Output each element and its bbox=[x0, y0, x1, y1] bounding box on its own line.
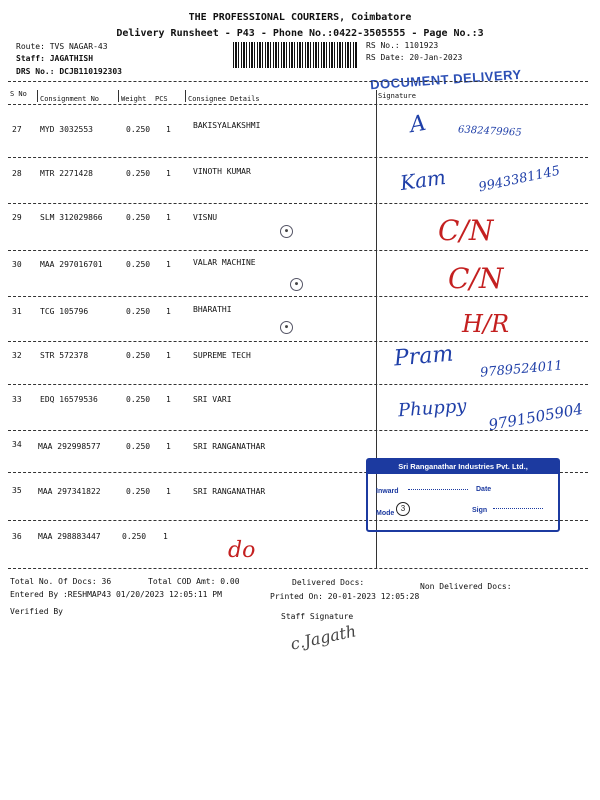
row-34-pcs: 1 bbox=[166, 442, 171, 451]
mark-row-36: do bbox=[228, 538, 256, 563]
row-36-sno: 36 bbox=[12, 532, 22, 541]
row-29-consignee: VISNU bbox=[193, 213, 218, 222]
col-divider bbox=[37, 90, 38, 102]
phone-row-28: 9943381145 bbox=[477, 163, 562, 196]
row-33-weight: 0.250 bbox=[126, 395, 151, 404]
total-docs: Total No. Of Docs: 36 bbox=[10, 577, 112, 586]
row-29-consignment: SLM 312029866 bbox=[40, 213, 103, 222]
row-31-consignee: BHARATHI bbox=[193, 305, 232, 314]
row-34-consignee: SRI RANGANATHAR bbox=[193, 442, 266, 451]
row-30-weight: 0.250 bbox=[126, 260, 151, 269]
row-28-sno: 28 bbox=[12, 169, 22, 178]
phone-row-27: 6382479965 bbox=[457, 124, 522, 139]
row-35-consignee: SRI RANGANATHAR bbox=[193, 487, 266, 496]
staff-signature: c.Jagath bbox=[288, 621, 358, 654]
route-label: Route: TVS NAGAR-43 bbox=[16, 42, 108, 51]
row-33-sno: 33 bbox=[12, 395, 22, 404]
row-32-consignment: STR 572378 bbox=[40, 351, 89, 360]
runsheet-title: Delivery Runsheet - P43 - Phone No.:0422-3505555 - Page No.:3 bbox=[116, 28, 484, 39]
row-35-consignment: MAA 297341822 bbox=[38, 487, 101, 496]
rs-date: RS Date: 20-Jan-2023 bbox=[366, 53, 463, 62]
col-divider bbox=[185, 90, 186, 102]
row-divider bbox=[8, 296, 588, 297]
col-pcs: PCS bbox=[155, 95, 168, 103]
stamp-sign-line bbox=[493, 508, 543, 509]
row-30-sno: 30 bbox=[12, 260, 22, 269]
row-32-pcs: 1 bbox=[166, 351, 171, 360]
row-divider bbox=[8, 341, 588, 342]
row-32-consignee: SUPREME TECH bbox=[193, 351, 251, 360]
row-28-consignment: MTR 2271428 bbox=[40, 169, 93, 178]
row-33-consignment: EDQ 16579536 bbox=[40, 395, 98, 404]
non-delivered-docs: Non Delivered Docs: bbox=[420, 582, 512, 591]
drs-number: DRS No.: DCJB110192303 bbox=[16, 67, 122, 76]
stamp-inward-label: Inward bbox=[376, 488, 399, 495]
header-divider-top bbox=[8, 81, 588, 82]
rs-number: RS No.: 1101923 bbox=[366, 41, 439, 50]
row-27-consignee: BAKISYALAKSHMI bbox=[193, 121, 261, 130]
row-27-weight: 0.250 bbox=[126, 125, 151, 134]
staff-signature-label: Staff Signature bbox=[281, 612, 354, 621]
phone-row-32: 9789524011 bbox=[479, 358, 564, 381]
row-27-consignment: MYD 3032553 bbox=[40, 125, 93, 134]
row-32-weight: 0.250 bbox=[126, 351, 151, 360]
row-36-consignment: MAA 298883447 bbox=[38, 532, 101, 541]
col-divider bbox=[118, 90, 119, 102]
row-divider bbox=[8, 250, 588, 251]
stamp-mode-circle: 3 bbox=[396, 502, 410, 516]
entered-by: Entered By :RESHMAP43 01/20/2023 12:05:11 PM bbox=[10, 590, 222, 599]
mini-stamp-icon: ● bbox=[280, 321, 293, 334]
row-30-pcs: 1 bbox=[166, 260, 171, 269]
row-27-sno: 27 bbox=[12, 125, 22, 134]
row-28-pcs: 1 bbox=[166, 169, 171, 178]
row-29-weight: 0.250 bbox=[126, 213, 151, 222]
stamp-mode-label: Mode bbox=[376, 510, 395, 517]
stamp-sign-label: Sign bbox=[472, 507, 488, 514]
row-divider bbox=[8, 384, 588, 385]
barcode bbox=[233, 42, 357, 68]
row-28-weight: 0.250 bbox=[126, 169, 151, 178]
cn-mark-row-30: C/N bbox=[448, 262, 504, 295]
delivered-docs: Delivered Docs: bbox=[292, 578, 365, 587]
total-cod: Total COD Amt: 0.00 bbox=[148, 577, 240, 586]
staff-label: Staff: JAGATHISH bbox=[16, 54, 94, 63]
hr-mark-row-31: H/R bbox=[462, 310, 510, 338]
header-divider-bottom bbox=[8, 104, 588, 105]
signature-row-33: Phuppy bbox=[397, 395, 468, 422]
row-35-pcs: 1 bbox=[166, 487, 171, 496]
printed-on: Printed On: 20-01-2023 12:05:28 bbox=[270, 592, 420, 601]
company-stamp bbox=[366, 458, 560, 532]
row-31-consignment: TCG 105796 bbox=[40, 307, 89, 316]
col-sno: S No bbox=[10, 90, 27, 98]
mini-stamp-icon: ● bbox=[290, 278, 303, 291]
stamp-date-label: Date bbox=[476, 486, 492, 493]
row-34-weight: 0.250 bbox=[126, 442, 151, 451]
cn-mark-row-29: C/N bbox=[438, 214, 494, 247]
row-33-consignee: SRI VARI bbox=[193, 395, 232, 404]
mini-stamp-icon: ● bbox=[280, 225, 293, 238]
col-consignment: Consignment No bbox=[40, 95, 100, 103]
company-title: THE PROFESSIONAL COURIERS, Coimbatore bbox=[188, 12, 412, 23]
row-36-pcs: 1 bbox=[163, 532, 168, 541]
row-31-sno: 31 bbox=[12, 307, 22, 316]
col-signature: Signature bbox=[378, 92, 416, 100]
signature-row-32: Pram bbox=[393, 341, 455, 372]
row-29-pcs: 1 bbox=[166, 213, 171, 222]
row-divider bbox=[8, 157, 588, 158]
verified-by: Verified By bbox=[10, 607, 63, 616]
row-27-pcs: 1 bbox=[166, 125, 171, 134]
row-36-weight: 0.250 bbox=[122, 532, 147, 541]
row-31-weight: 0.250 bbox=[126, 307, 151, 316]
document-delivery-stamp: DOCUMENT DELIVERY bbox=[369, 66, 523, 93]
row-35-sno: 35 bbox=[12, 486, 22, 495]
signature-row-27: A bbox=[407, 110, 428, 139]
company-stamp-name: Sri Ranganathar Industries Pvt. Ltd., bbox=[368, 460, 558, 474]
signature-row-28: Kam bbox=[398, 164, 448, 196]
row-32-sno: 32 bbox=[12, 351, 22, 360]
row-34-consignment: MAA 292998577 bbox=[38, 442, 101, 451]
row-divider bbox=[8, 203, 588, 204]
row-31-pcs: 1 bbox=[166, 307, 171, 316]
row-30-consignee: VALAR MACHINE bbox=[193, 258, 256, 267]
phone-row-33: 9791505904 bbox=[487, 399, 585, 435]
row-35-weight: 0.250 bbox=[126, 487, 151, 496]
row-28-consignee: VINOTH KUMAR bbox=[193, 167, 251, 176]
stamp-inward-line bbox=[408, 489, 468, 490]
col-consignee: Consignee Details bbox=[188, 95, 260, 103]
row-34-sno: 34 bbox=[12, 440, 22, 449]
col-weight: Weight bbox=[121, 95, 147, 103]
row-29-sno: 29 bbox=[12, 213, 22, 222]
row-30-consignment: MAA 297016701 bbox=[40, 260, 103, 269]
row-33-pcs: 1 bbox=[166, 395, 171, 404]
table-bottom-divider bbox=[8, 568, 588, 569]
